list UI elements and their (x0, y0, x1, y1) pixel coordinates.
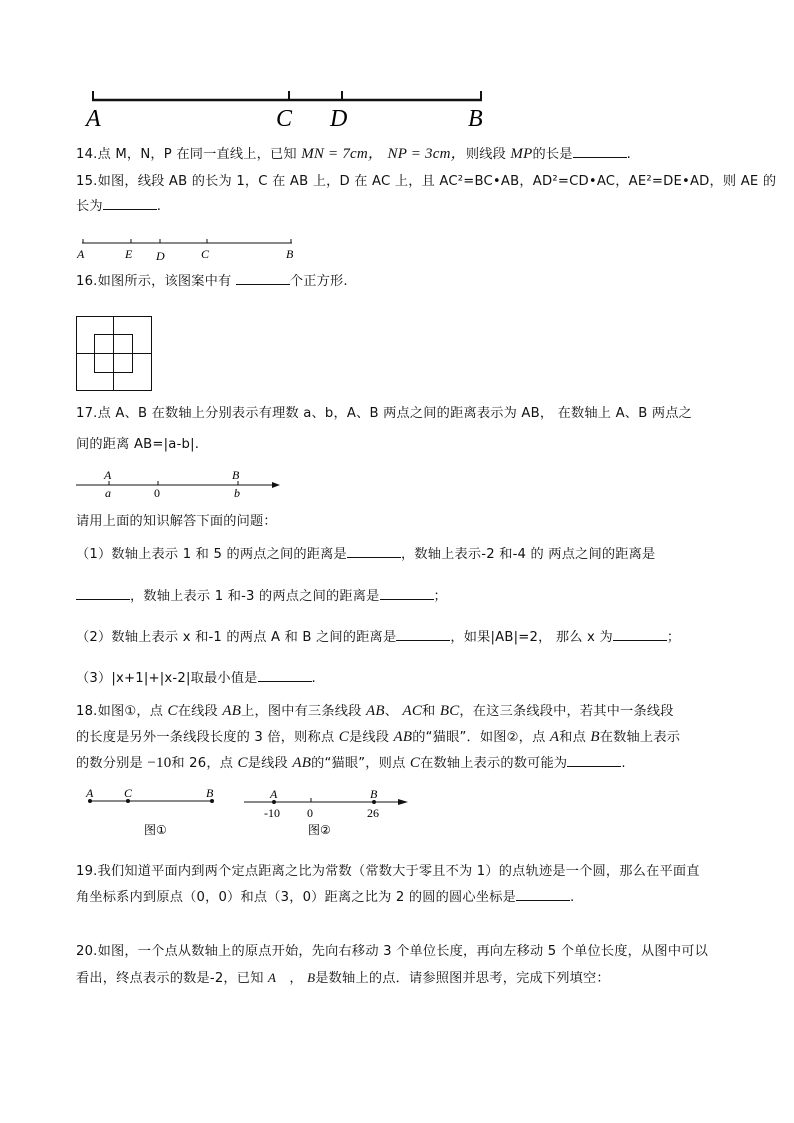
q18-text: 的“猫眼”，则点 (311, 756, 410, 771)
q15-answer-blank[interactable] (103, 197, 157, 210)
q17-p2-blank-1[interactable] (396, 628, 450, 641)
q20-text: 看出，终点表示的数是-2，已知 (76, 971, 268, 986)
label-c: C (276, 106, 293, 132)
q20-text-end: 是数轴上的点．请参照图并思考，完成下列填空： (315, 971, 610, 986)
figure-18-2 (244, 786, 414, 840)
question-18-line1 (76, 700, 674, 720)
label-c: C (124, 786, 133, 800)
q14-text: 14.点 M，N，P 在同一直线上，已知 (76, 147, 302, 162)
q18-text: ，在这三条线段中，若其中一条线段 (459, 704, 674, 719)
q16-answer-blank[interactable] (236, 272, 290, 285)
q17-p1-blank-3[interactable] (380, 587, 434, 600)
q18-end: . (621, 756, 626, 771)
label-zero: 0 (154, 486, 160, 500)
q14-text-mid: 则线段 (465, 147, 511, 162)
q19-end: . (569, 890, 575, 905)
question-17-line1: 17.点 A、B 在数轴上分别表示有理数 a、b，A、B 两点之间的距离表示为 AB， 在数轴上 A、B 两点之 (76, 406, 692, 421)
question-20-line1: 20.如图，一个点从数轴上的原点开始，先向右移动 3 个单位长度，再向左移动 5 个单位长度，从图中可以 (76, 944, 708, 959)
caption-fig2: 图② (308, 823, 331, 837)
q18-text: 、 (384, 704, 403, 719)
question-17-intro: 请用上面的知识解答下面的问题： (76, 514, 277, 529)
q15-prefix: 长为 (76, 199, 103, 214)
q20-math-a: A (267, 970, 277, 985)
q17-p3-blank[interactable] (258, 669, 312, 682)
q17-p1-text-a: （1）数轴上表示 1 和 5 的两点之间的距离是 (76, 547, 347, 562)
question-18-line3 (76, 752, 626, 772)
q18-text: 和 26，点 (171, 756, 238, 771)
q17-p1-blank-2[interactable] (76, 587, 130, 600)
figure-15-segment (76, 236, 306, 262)
q19-text: 角坐标系内到原点（0，0）和点（3，0）距离之比为 2 的圆的圆心坐标是 (76, 890, 516, 905)
label-b: B (286, 247, 294, 261)
q18-answer-blank[interactable] (567, 754, 621, 767)
label-b: B (370, 787, 378, 801)
figure-16-squares (76, 316, 154, 392)
q18-text: 在线段 (177, 704, 223, 719)
q17-p3-text: （3）|x+1|+|x-2|取最小值是 (76, 671, 258, 686)
q20-comma: ， (289, 971, 303, 986)
q18-text: 和点 (559, 730, 591, 745)
q18-math-c: C (237, 755, 248, 771)
question-17-part3 (76, 667, 316, 686)
label-c: C (201, 247, 210, 261)
q18-text: 的长度是另外一条线段长度的 3 倍，则称点 (76, 730, 339, 745)
label-d: D (156, 249, 165, 263)
q17-p2-blank-2[interactable] (613, 628, 667, 641)
label-a: A (77, 247, 85, 261)
question-19-line1: 19.我们知道平面内到两个定点距离之比为常数（常数大于零且不为 1）的点轨迹是一个圆，那么在平面直 (76, 864, 700, 879)
q16-suffix: 个正方形. (289, 274, 348, 289)
question-17-part1-line2 (76, 585, 447, 604)
q15-end: . (156, 199, 162, 214)
q14-mn: MN = 7cm， (301, 146, 384, 162)
q17-p3-end: . (311, 671, 316, 686)
label-e: E (125, 247, 133, 261)
q18-math-ac: AC (402, 703, 423, 719)
label-b-lower: b (234, 486, 240, 500)
label-b-upper: B (232, 468, 240, 482)
q18-math-a: A (549, 729, 560, 745)
label-a-upper: A (104, 468, 112, 482)
q17-p1-text-b: ，数轴上表示-2 和-4 的 两点之间的距离是 (400, 547, 656, 562)
figure-17-number-line (76, 466, 286, 500)
q18-math-c: C (338, 729, 349, 745)
question-15-line1: 15.如图，线段 AB 的长为 1，C 在 AB 上，D 在 AC 上，且 AC²=BC•AB，AD²=CD•AC，AE²=DE•AD，则 AE 的 (76, 174, 777, 189)
value-zero: 0 (307, 806, 313, 820)
label-a: A (86, 106, 101, 132)
q18-text: 上，图中有三条线段 (241, 704, 366, 719)
label-b: B (206, 786, 214, 800)
question-18-line2 (76, 726, 680, 746)
q20-math-b: B (307, 970, 316, 985)
q14-end: . (626, 147, 632, 162)
question-16 (76, 270, 348, 289)
figure-14-segment (80, 86, 500, 130)
label-a: A (270, 787, 278, 801)
caption-fig1: 图① (144, 823, 167, 837)
q17-p2-text-a: （2）数轴上表示 x 和-1 的两点 A 和 B 之间的距离是 (76, 630, 397, 645)
value-26: 26 (367, 806, 379, 820)
q18-math-neg10: −10 (147, 755, 172, 771)
q18-text: 是线段 (348, 730, 394, 745)
q18-text: 的数分别是 (76, 756, 148, 771)
q18-text: 是线段 (247, 756, 293, 771)
q18-math-ab: AB (222, 703, 242, 719)
q14-np: NP = 3cm， (387, 146, 466, 162)
q14-suffix: 的长是 (532, 147, 573, 162)
question-15-line2 (76, 195, 161, 214)
q18-math-b: B (590, 729, 600, 745)
label-d: D (330, 106, 348, 132)
q18-text: 18.如图①，点 (76, 704, 168, 719)
question-17-part1-line1 (76, 543, 655, 562)
question-17-line2: 间的距离 AB=|a-b|. (76, 437, 200, 452)
q17-p1-end: ； (433, 589, 447, 604)
figure-18-1 (84, 786, 224, 840)
q14-mp: MP (510, 146, 533, 162)
q17-p1-text-c: ，数轴上表示 1 和-3 的两点之间的距离是 (130, 589, 380, 604)
q16-prefix: 16.如图所示，该图案中有 (76, 274, 236, 289)
q18-text: 的“猫眼”．如图②，点 (412, 730, 550, 745)
q14-answer-blank[interactable] (573, 145, 627, 158)
q18-text: 在数轴上表示 (599, 730, 681, 745)
question-17-part2 (76, 626, 680, 645)
q18-math-ab: AB (365, 703, 385, 719)
q18-math-c: C (167, 703, 178, 719)
question-14 (76, 142, 631, 163)
question-19-line2 (76, 886, 574, 905)
q17-p2-text-b: ，如果|AB|=2， 那么 x 为 (450, 630, 613, 645)
q18-math-ab: AB (292, 755, 312, 771)
q19-answer-blank[interactable] (516, 888, 570, 901)
value-neg10: -10 (264, 806, 280, 820)
label-b: B (468, 106, 483, 132)
label-a: A (86, 786, 94, 800)
q18-text: 在数轴上表示的数可能为 (420, 756, 568, 771)
q18-math-ab: AB (393, 729, 413, 745)
q18-math-bc: BC (439, 703, 460, 719)
q17-p1-blank-1[interactable] (347, 545, 401, 558)
question-20-line2 (76, 967, 610, 986)
label-a-lower: a (105, 486, 111, 500)
q17-p2-end: ； (666, 630, 681, 645)
q18-math-c: C (409, 755, 421, 771)
q18-text: 和 (422, 704, 440, 719)
